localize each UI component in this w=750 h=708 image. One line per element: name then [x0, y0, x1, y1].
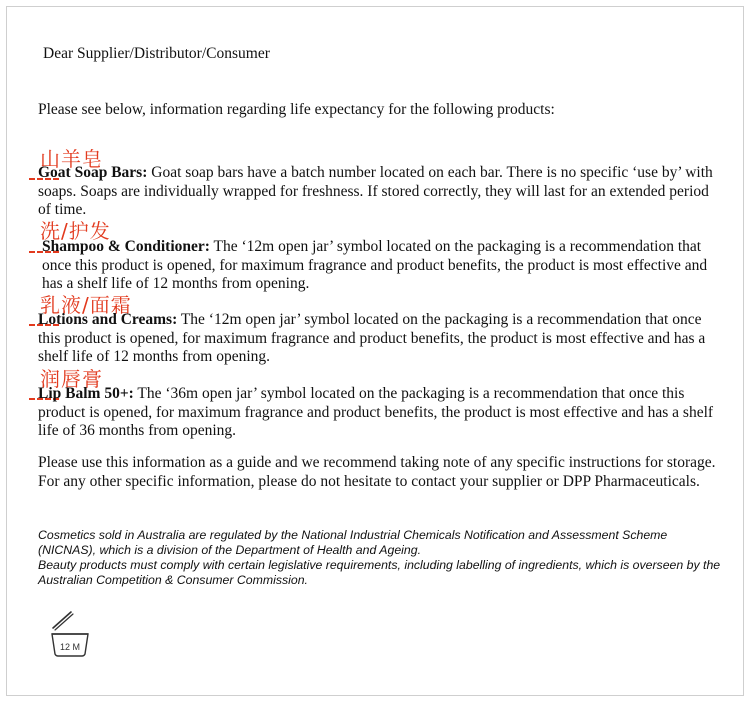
- cn-annotation-shampoo: 洗/护发: [40, 219, 111, 243]
- section-title: Lip Balm 50+:: [38, 385, 134, 402]
- section-lip-balm: [38, 385, 718, 441]
- section-shampoo: [42, 238, 722, 294]
- open-jar-icon: [47, 608, 93, 660]
- section-body: Goat soap bars have a batch number located on each bar. There is no specific ‘use by’ with soaps. Soaps are individually wrapped for freshness. If stored correctly, they will last for an extended period of time.: [38, 164, 713, 218]
- section-body: The ‘36m open jar’ symbol located on the packaging is a recommendation that once this product is opened, for maximum fragrance and product benefits, the product is most effective and has a shelf life of 36 months from opening.: [38, 385, 714, 439]
- cn-annotation-lotions: 乳液/面霜: [40, 293, 132, 317]
- legal-notice: [38, 528, 728, 588]
- cn-annotation-goat-soap: 山羊皂: [40, 147, 103, 171]
- legal-nicnas: Cosmetics sold in Australia are regulated by the National Industrial Chemicals Notification and Assessment Scheme (NICNAS), which is a division of the Department of Health and Ageing.: [38, 528, 668, 557]
- letter-page: [6, 6, 744, 696]
- section-title: Lotions and Creams:: [38, 311, 178, 328]
- section-goat-soap: [38, 164, 718, 220]
- section-title: Shampoo & Conditioner:: [42, 238, 210, 255]
- section-body: The ‘12m open jar’ symbol located on the packaging is a recommendation that once this product is opened, for maximum fragrance and product benefits, the product is most effective and has a shelf life of 12 months from opening.: [42, 238, 708, 292]
- salutation: Dear Supplier/Distributor/Consumer: [43, 45, 270, 62]
- guide-text: Please use this information as a guide and we recommend taking note of any specific instructions for storage. For any other specific information, please do not hesitate to contact your supplier or DPP Pharmaceuticals.: [38, 454, 716, 490]
- section-body: The ‘12m open jar’ symbol located on the packaging is a recommendation that once this product is opened, for maximum fragrance and product benefits, the product is most effective and has a shelf life of 12 months from opening.: [38, 311, 706, 365]
- jar-label: 12 M: [59, 642, 81, 652]
- section-title: Goat Soap Bars:: [38, 164, 148, 181]
- legal-accc: Beauty products must comply with certain legislative requirements, including labelling of ingredients, which is overseen by the Australian Competition & Consumer Commission.: [38, 558, 721, 587]
- section-lotions: [38, 311, 718, 367]
- intro-text: Please see below, information regarding life expectancy for the following products:: [38, 101, 555, 118]
- cn-annotation-lip-balm: 润唇膏: [40, 367, 103, 391]
